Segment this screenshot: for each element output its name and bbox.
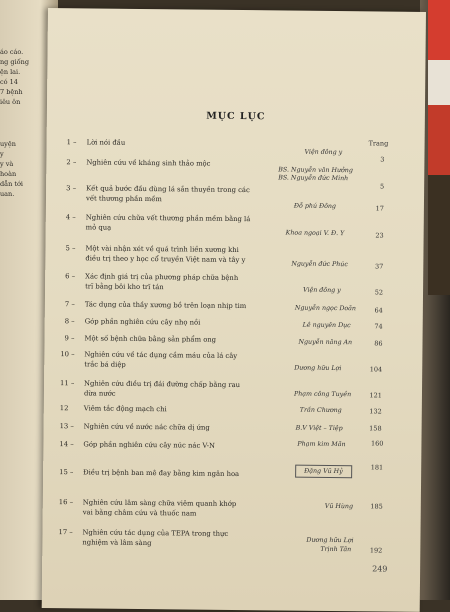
left-fragment: y và	[0, 160, 14, 168]
entry-number: 16 –	[58, 498, 74, 507]
background-sticker	[428, 0, 450, 60]
entry-author: Trịnh Tân	[320, 545, 352, 554]
entry-title: Một vài nhận xét về quá trình liền xương khi	[85, 244, 239, 255]
background-sticker	[428, 60, 450, 105]
left-fragment: có 14	[0, 78, 18, 86]
entry-page: 104	[369, 365, 383, 374]
entry-page: 37	[374, 262, 384, 271]
entry-number: 14 –	[59, 440, 74, 449]
left-fragment: y	[0, 150, 4, 158]
entry-page: 64	[374, 306, 383, 315]
entry-page: 5	[379, 182, 385, 191]
entry-number: 13 –	[59, 422, 74, 431]
entry-page: 192	[369, 546, 383, 555]
entry-number: 3 –	[66, 184, 77, 193]
entry-number: 9 –	[64, 334, 75, 343]
entry-author: Phạm công Tuyền	[293, 390, 352, 399]
entry-number: 4 –	[65, 213, 76, 222]
entry-page: 132	[369, 407, 382, 416]
entry-number: 8 –	[64, 317, 75, 326]
entry-page: 158	[369, 424, 382, 433]
entry-author: Khoa ngoại V. Đ. Y	[285, 229, 345, 238]
entry-number: 5 –	[65, 244, 76, 253]
entry-page: 121	[369, 391, 383, 400]
left-fragment: áo cáo.	[0, 48, 24, 56]
entry-page: 74	[374, 322, 383, 331]
entry-title: Góp phần nghiên cứu cây nhọ nồi	[84, 317, 201, 327]
entry-title: Góp phần nghiên cứu cây núc nác V-N	[83, 440, 216, 450]
entry-title-cont: vết thương phần mềm	[85, 194, 162, 204]
entry-author: Nguyễn ngọc Doãn	[294, 304, 357, 313]
entry-title: Một số bệnh chữa bằng sản phẩm ong	[84, 334, 217, 344]
entry-author: Đỗ phú Đông	[293, 202, 337, 211]
entry-author: B.V Việt – Tiệp	[295, 424, 343, 433]
left-fragment: uyện	[0, 140, 16, 148]
entry-title: Xác định giá trị của phương pháp chữa bệnh	[85, 272, 239, 283]
entry-number: 11 –	[60, 379, 75, 388]
entry-title: Điều trị bệnh ban mê đay bằng kim ngân hoa	[83, 468, 240, 479]
entry-title-cont: trắc bá diệp	[84, 360, 126, 369]
entry-number: 12	[59, 404, 69, 413]
entry-number: 15 –	[59, 468, 74, 477]
background-sticker	[428, 175, 450, 295]
entry-author: Trần Chương	[299, 406, 342, 415]
entry-title: Nghiên cứu về kháng sinh thảo mộc	[86, 158, 211, 168]
entry-author: Vũ Hùng	[324, 502, 354, 511]
page-title: MỤC LỤC	[206, 110, 266, 123]
page-column-header: Trang	[368, 139, 389, 148]
entry-page: 86	[374, 339, 383, 348]
page-number: 249	[372, 564, 388, 574]
left-fragment: 7 bệnh	[0, 88, 23, 96]
left-fragment: uan.	[0, 190, 15, 198]
entry-title: Nghiên cứu lâm sàng chữa viêm quanh khớp	[82, 498, 237, 508]
entry-title-cont: vai bằng châm cứu và thuốc nam	[82, 508, 197, 518]
entry-page: 185	[370, 502, 383, 511]
entry-page: 3	[380, 155, 385, 164]
entry-number: 2 –	[66, 158, 77, 167]
entry-author: Lê nguyên Dục	[302, 321, 351, 330]
entry-number: 7 –	[64, 300, 75, 309]
entry-title: Nghiên cứu điều trị đái đường chấp bằng rau	[84, 379, 241, 390]
entry-author: Viện đông y	[303, 286, 341, 295]
book-page	[42, 8, 426, 612]
entry-page: 160	[370, 439, 384, 448]
entry-title: Nghiên cứu về tác dụng cầm máu của lá cây	[84, 350, 238, 360]
entry-author: Viện đông y	[304, 148, 343, 157]
entry-author: Dương hữu Lợi	[294, 364, 342, 373]
entry-title: Nghiên cứu tác dụng của TEPA trong thực	[82, 528, 229, 538]
left-fragment: ện lai.	[0, 68, 21, 76]
entry-title: Viêm tắc động mạch chi	[83, 404, 167, 414]
left-fragment: hoàn	[0, 170, 17, 178]
left-fragment: ng giống	[0, 58, 29, 66]
entry-number: 1 –	[66, 138, 77, 147]
entry-page: 181	[370, 463, 384, 472]
entry-page: 52	[374, 288, 384, 297]
entry-title: Nghiên cứu về nước nác chữa dị ứng	[83, 422, 210, 432]
entry-author: Nguyễn đức Phúc	[291, 260, 348, 269]
entry-number: 6 –	[65, 272, 76, 281]
entry-title-cont: nghiệm và lâm sàng	[82, 538, 152, 548]
entry-author: Đặng Vũ Hỷ	[295, 465, 352, 479]
entry-title: Kết quả bước đầu dùng lá sắn thuyền trong các	[86, 184, 250, 195]
left-fragment: iêu ôn	[0, 98, 21, 106]
entry-title: Tác dụng của thầy xương bồ trên loạn nhịp tim	[84, 300, 247, 311]
entry-title: Lời nói đầu	[86, 138, 126, 147]
entry-title-cont: mỏ quạ	[85, 223, 112, 232]
entry-author: BS. Nguyễn đức Minh	[278, 174, 349, 183]
entry-title-cont: trĩ bằng bôi kho trĩ tán	[85, 282, 164, 292]
entry-author: Phạm kim Mãn	[297, 440, 346, 449]
left-fragment: dẫn tới	[0, 180, 24, 188]
background-sticker	[428, 105, 450, 175]
entry-author: Dương hữu Lợi	[306, 536, 354, 545]
entry-page: 23	[375, 231, 384, 240]
entry-title: Nghiên cứu chữa vết thương phần mềm bằng lá	[85, 213, 251, 224]
entry-number: 10 –	[60, 350, 75, 359]
entry-title-cont: điều trị theo y học cổ truyền Việt nam và tây y	[85, 254, 246, 265]
entry-author: BS. Nguyễn văn Hưởng	[278, 166, 353, 175]
entry-title-cont: dừa nước	[83, 389, 116, 398]
entry-author: Nguyễn năng An	[298, 338, 353, 347]
entry-number: 17 –	[58, 528, 73, 537]
entry-page: 17	[375, 204, 384, 213]
